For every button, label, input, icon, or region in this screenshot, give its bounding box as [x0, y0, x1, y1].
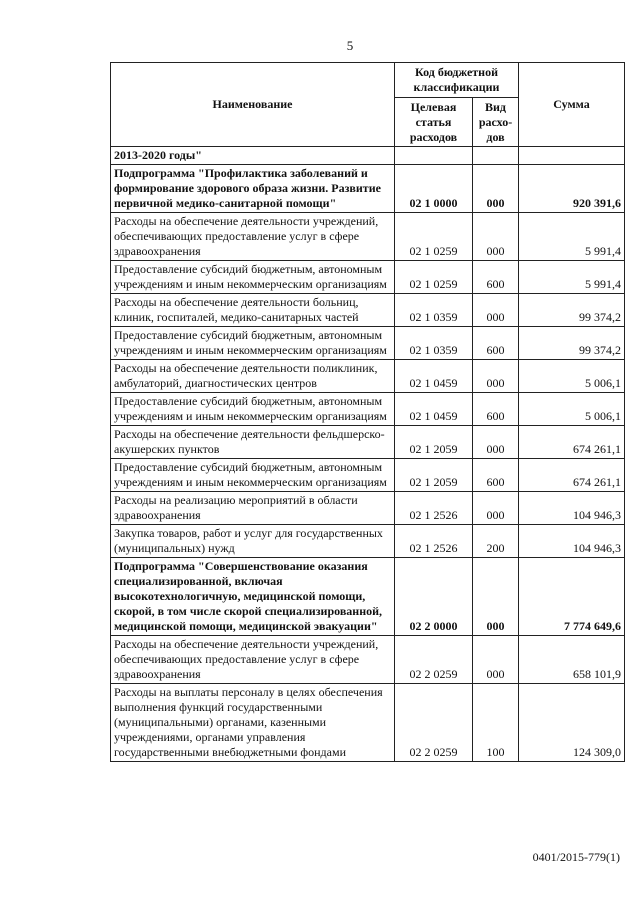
- row-name: Расходы на выплаты персоналу в целях обеспечения выполнения функций государственными (муниципальными) органами, казенными учреждениями, органами управления государственными внебюджетными фондами: [111, 684, 395, 762]
- header-expense-type: Вид расхо-дов: [473, 98, 519, 147]
- row-target-item: [395, 147, 473, 165]
- row-sum: [519, 147, 625, 165]
- table-row: [111, 147, 625, 165]
- table-row: [111, 213, 625, 261]
- row-target-item: 02 2 0000: [395, 558, 473, 636]
- table-row: [111, 558, 625, 636]
- budget-table: [110, 62, 625, 762]
- row-target-item: 02 1 0359: [395, 327, 473, 360]
- table-row: [111, 525, 625, 558]
- row-expense-type: 000: [473, 636, 519, 684]
- row-expense-type: 000: [473, 558, 519, 636]
- document-number: 0401/2015-779(1): [532, 850, 620, 864]
- row-name: Предоставление субсидий бюджетным, автономным учреждениям и иным некоммерческим организациям: [111, 459, 395, 492]
- table-row: [111, 360, 625, 393]
- header-sum: Сумма: [519, 63, 625, 147]
- row-target-item: 02 1 2526: [395, 525, 473, 558]
- table-body: [111, 147, 625, 762]
- table-row: [111, 165, 625, 213]
- row-sum: 124 309,0: [519, 684, 625, 762]
- row-expense-type: 000: [473, 426, 519, 459]
- row-target-item: 02 2 0259: [395, 636, 473, 684]
- row-target-item: 02 2 0259: [395, 684, 473, 762]
- table-row: [111, 459, 625, 492]
- row-sum: 5 991,4: [519, 261, 625, 294]
- row-name: Предоставление субсидий бюджетным, автономным учреждениям и иным некоммерческим организациям: [111, 261, 395, 294]
- page-number: 5: [346, 38, 354, 53]
- header-budget-code: Код бюджетной классификации: [395, 63, 519, 98]
- row-name: Расходы на реализацию мероприятий в области здравоохранения: [111, 492, 395, 525]
- table-row: [111, 684, 625, 762]
- row-expense-type: 100: [473, 684, 519, 762]
- row-sum: 920 391,6: [519, 165, 625, 213]
- row-sum: 658 101,9: [519, 636, 625, 684]
- header-name: Наименование: [111, 63, 395, 147]
- row-name: Предоставление субсидий бюджетным, автономным учреждениям и иным некоммерческим организациям: [111, 393, 395, 426]
- row-sum: 5 991,4: [519, 213, 625, 261]
- table-row: [111, 294, 625, 327]
- row-target-item: 02 1 0359: [395, 294, 473, 327]
- row-expense-type: 000: [473, 492, 519, 525]
- row-target-item: 02 1 2059: [395, 459, 473, 492]
- row-sum: 5 006,1: [519, 393, 625, 426]
- row-sum: 99 374,2: [519, 327, 625, 360]
- row-target-item: 02 1 0259: [395, 213, 473, 261]
- row-name: Расходы на обеспечение деятельности учреждений, обеспечивающих предоставление услуг в сфере здравоохранения: [111, 636, 395, 684]
- row-name: Закупка товаров, работ и услуг для государственных (муниципальных) нужд: [111, 525, 395, 558]
- row-sum: 674 261,1: [519, 459, 625, 492]
- row-expense-type: 600: [473, 459, 519, 492]
- row-target-item: 02 1 0459: [395, 393, 473, 426]
- row-target-item: 02 1 0000: [395, 165, 473, 213]
- row-sum: 674 261,1: [519, 426, 625, 459]
- row-sum: 104 946,3: [519, 492, 625, 525]
- row-name: 2013-2020 годы": [111, 147, 395, 165]
- row-name: Подпрограмма "Совершенствование оказания специализированной, включая высокотехнологичную, медицинской помощи, скорой, в том числе скорой специализированной, медицинской помощи, медицинской эвакуации": [111, 558, 395, 636]
- row-expense-type: 600: [473, 327, 519, 360]
- row-expense-type: 000: [473, 213, 519, 261]
- table-row: [111, 261, 625, 294]
- table-row: [111, 492, 625, 525]
- row-expense-type: [473, 147, 519, 165]
- row-target-item: 02 1 0259: [395, 261, 473, 294]
- row-expense-type: 600: [473, 393, 519, 426]
- row-name: Предоставление субсидий бюджетным, автономным учреждениям и иным некоммерческим организациям: [111, 327, 395, 360]
- row-name: Расходы на обеспечение деятельности учреждений, обеспечивающих предоставление услуг в сфере здравоохранения: [111, 213, 395, 261]
- row-name: Расходы на обеспечение деятельности больниц, клиник, госпиталей, медико-санитарных частей: [111, 294, 395, 327]
- table-row: [111, 393, 625, 426]
- row-expense-type: 600: [473, 261, 519, 294]
- table-row: [111, 426, 625, 459]
- row-sum: 99 374,2: [519, 294, 625, 327]
- table-header: [111, 63, 625, 147]
- header-target-item: Целевая статья расходов: [395, 98, 473, 147]
- table-row: [111, 636, 625, 684]
- row-name: Расходы на обеспечение деятельности фельдшерско-акушерских пунктов: [111, 426, 395, 459]
- row-sum: 7 774 649,6: [519, 558, 625, 636]
- row-target-item: 02 1 2059: [395, 426, 473, 459]
- row-name: Расходы на обеспечение деятельности поликлиник, амбулаторий, диагностических центров: [111, 360, 395, 393]
- row-expense-type: 000: [473, 165, 519, 213]
- table-row: [111, 327, 625, 360]
- row-target-item: 02 1 2526: [395, 492, 473, 525]
- row-name: Подпрограмма "Профилактика заболеваний и формирование здорового образа жизни. Развитие первичной медико-санитарной помощи": [111, 165, 395, 213]
- row-expense-type: 000: [473, 294, 519, 327]
- row-sum: 5 006,1: [519, 360, 625, 393]
- row-target-item: 02 1 0459: [395, 360, 473, 393]
- row-expense-type: 000: [473, 360, 519, 393]
- row-sum: 104 946,3: [519, 525, 625, 558]
- row-expense-type: 200: [473, 525, 519, 558]
